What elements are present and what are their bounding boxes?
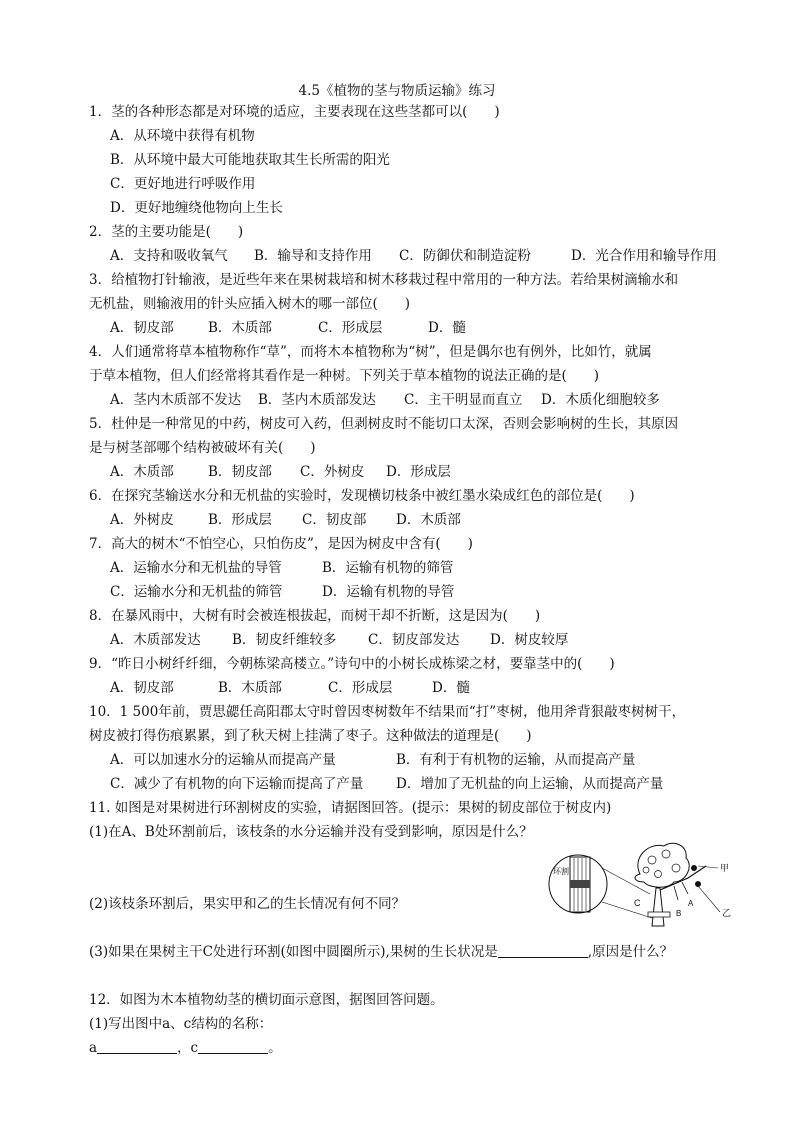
q5-option-c: C．外树皮 (300, 464, 365, 480)
q4-option-d: D．木质化细胞较多 (541, 392, 660, 408)
q5-option-a: A．木质部 (110, 464, 174, 480)
q2-options (110, 247, 717, 265)
q4-option-c: C．主干明显而直立 (404, 392, 523, 408)
q4-options (110, 391, 660, 409)
q12-a-label: a (89, 1040, 98, 1056)
q2-option-c: C．防御伏和制造淀粉 (399, 248, 531, 264)
page-title: 4.5《植物的茎与物质运输》练习 (298, 83, 496, 99)
q1-option-b: B．从环境中最大可能地获取其生长所需的阳光 (110, 152, 390, 168)
q1-option-c: C．更好地进行呼吸作用 (110, 176, 256, 192)
q2-stem: 2．茎的主要功能是( ) (89, 224, 244, 240)
q4-stem-line2: 于草本植物，但人们经常将其看作是一种树。下列关于草本植物的说法正确的是( ) (89, 368, 600, 384)
q7-option-d: D．运输有机物的导管 (322, 584, 455, 600)
q11-sub3-prefix: (3)如果在果树主干C处进行环割(如图中圆圈所示),果树的生长状况是 (89, 944, 498, 960)
label-yi: 乙 (722, 909, 732, 919)
label-b: B (676, 909, 682, 918)
q8-stem: 8．在暴风雨中，大树有时会被连根拔起，而树干却不折断，这是因为( ) (89, 608, 541, 624)
q7-option-a: A．运输水分和无机盐的导管 (110, 560, 282, 576)
q4-stem-line1: 4．人们通常将草本植物称作“草”，而将木本植物称为“树”，但是偶尔也有例外，比如竹，就属 (89, 344, 652, 360)
q8-option-c: C．韧皮部发达 (368, 632, 460, 648)
q8-option-d: D．树皮较厚 (490, 632, 569, 648)
q3-option-a: A．韧皮部 (110, 320, 174, 336)
q12-end: 。 (268, 1040, 282, 1056)
q11-sub2: (2)该枝条环割后，果实甲和乙的生长情况有何不同？ (89, 896, 406, 912)
q8-option-b: B．韧皮纤维较多 (232, 632, 337, 648)
q6-options (110, 511, 461, 529)
q10-option-c: C．减少了有机物的向下运输而提高了产量 (110, 776, 364, 792)
q5-option-b: B．韧皮部 (208, 464, 272, 480)
label-a: A (688, 899, 694, 908)
q1-stem: 1．茎的各种形态都是对环境的适应，主要表现在这些茎都可以( ) (89, 104, 500, 120)
q10-options-row1 (110, 751, 635, 769)
q5-stem-line1: 5．杜仲是一种常见的中药，树皮可入药，但剥树皮时不能切口太深，否则会影响树的生长，其原因 (89, 416, 679, 432)
q10-option-d: D．增加了无机盐的向上运输，从而提高产量 (396, 776, 664, 792)
q5-stem-line2: 是与树茎部哪个结构被破坏有关( ) (89, 440, 316, 456)
q9-stem: 9．“昨日小树纤纤细，今朝栋梁高楼立。”诗句中的小树长成栋梁之材，要靠茎中的( ) (89, 656, 615, 672)
q6-option-d: D．木质部 (396, 512, 461, 528)
label-c: C (634, 898, 641, 908)
q7-options-row2 (110, 583, 454, 601)
q2-option-a: A．支持和吸收氧气 (110, 248, 228, 264)
q3-options (110, 319, 466, 337)
girdling-tree-figure (548, 838, 738, 930)
label-jia: 甲 (720, 864, 730, 874)
q6-stem: 6．在探究茎输送水分和无机盐的实验时，发现横切枝条中被红墨水染成红色的部位是( ) (89, 488, 635, 504)
q10-options-row2 (110, 775, 663, 793)
q11-stem: 11. 如图是对果树进行环割树皮的实验，请据图回答。(提示：果树的韧皮部位于树皮内) (89, 800, 612, 816)
q3-option-b: B．木质部 (208, 320, 272, 336)
q12-a-answer-blank[interactable] (97, 1039, 177, 1054)
q9-option-d: D．髓 (432, 680, 470, 696)
q11-sub3-suffix: ,原因是什么？ (587, 944, 674, 960)
q7-option-b: B．运输有机物的筛管 (322, 560, 454, 576)
q6-option-a: A．外树皮 (110, 512, 174, 528)
q3-option-c: C．形成层 (318, 320, 383, 336)
q12-c-answer-blank[interactable] (198, 1039, 268, 1054)
q6-option-b: B．形成层 (208, 512, 272, 528)
ring-label: 环割 (553, 867, 569, 876)
q10-stem-line2: 树皮被打得伤痕累累，到了秋天树上挂满了枣子。这种做法的道理是( ) (89, 728, 532, 744)
girdled-band (570, 880, 590, 888)
q8-options (110, 631, 568, 649)
q7-options-row1 (110, 559, 453, 577)
q10-stem-line1: 10．1 500年前，贾思勰任高阳郡太守时曾因枣树数年不结果而“打”枣树，他用斧背狠敲枣树树干， (89, 704, 686, 720)
q6-option-c: C．韧皮部 (302, 512, 367, 528)
q12-sub1-answers (89, 1039, 282, 1057)
q9-option-a: A．韧皮部 (110, 680, 174, 696)
q7-option-c: C．运输水分和无机盐的筛管 (110, 584, 283, 600)
q3-stem-line1: 3．给植物打针输液，是近些年来在果树栽培和树木移栽过程中常用的一种方法。若给果树滴输水和 (89, 272, 679, 288)
tree-trunk (652, 888, 664, 926)
q10-option-a: A．可以加速水分的运输从而提高产量 (110, 752, 336, 768)
q1-option-a: A．从环境中获得有机物 (110, 128, 255, 144)
q11-sub3-answer-blank[interactable] (498, 943, 588, 958)
q11-sub3 (89, 943, 673, 961)
q5-option-d: D．形成层 (386, 464, 451, 480)
q3-stem-line2: 无机盐，则输液用的针头应插入树木的哪一部位( ) (89, 296, 411, 312)
q8-option-a: A．木质部发达 (110, 632, 201, 648)
q4-option-b: B．茎内木质部发达 (258, 392, 376, 408)
q7-stem: 7．高大的树木“不怕空心，只怕伤皮”，是因为树皮中含有( ) (89, 536, 473, 552)
q2-option-b: B．输导和支持作用 (254, 248, 372, 264)
q1-option-d: D．更好地缠绕他物向上生长 (110, 200, 283, 216)
q12-sub1: (1)写出图中a、c结构的名称： (89, 1016, 273, 1032)
q10-option-b: B．有利于有机物的运输，从而提高产量 (396, 752, 636, 768)
q5-options (110, 463, 451, 481)
q9-option-c: C．形成层 (328, 680, 393, 696)
q12-c-label: ，c (177, 1040, 199, 1056)
q9-options (110, 679, 470, 697)
q9-option-b: B．木质部 (218, 680, 282, 696)
q2-option-d: D．光合作用和输导作用 (571, 248, 717, 264)
q11-sub1: (1)在A、B处环割前后，该枝条的水分运输并没有受到影响，原因是什么？ (89, 824, 533, 840)
q12-stem: 12．如图为木本植物幼茎的横切面示意图，据图回答问题。 (89, 992, 444, 1008)
q3-option-d: D．髓 (428, 320, 466, 336)
q4-option-a: A．茎内木质部不发达 (110, 392, 242, 408)
